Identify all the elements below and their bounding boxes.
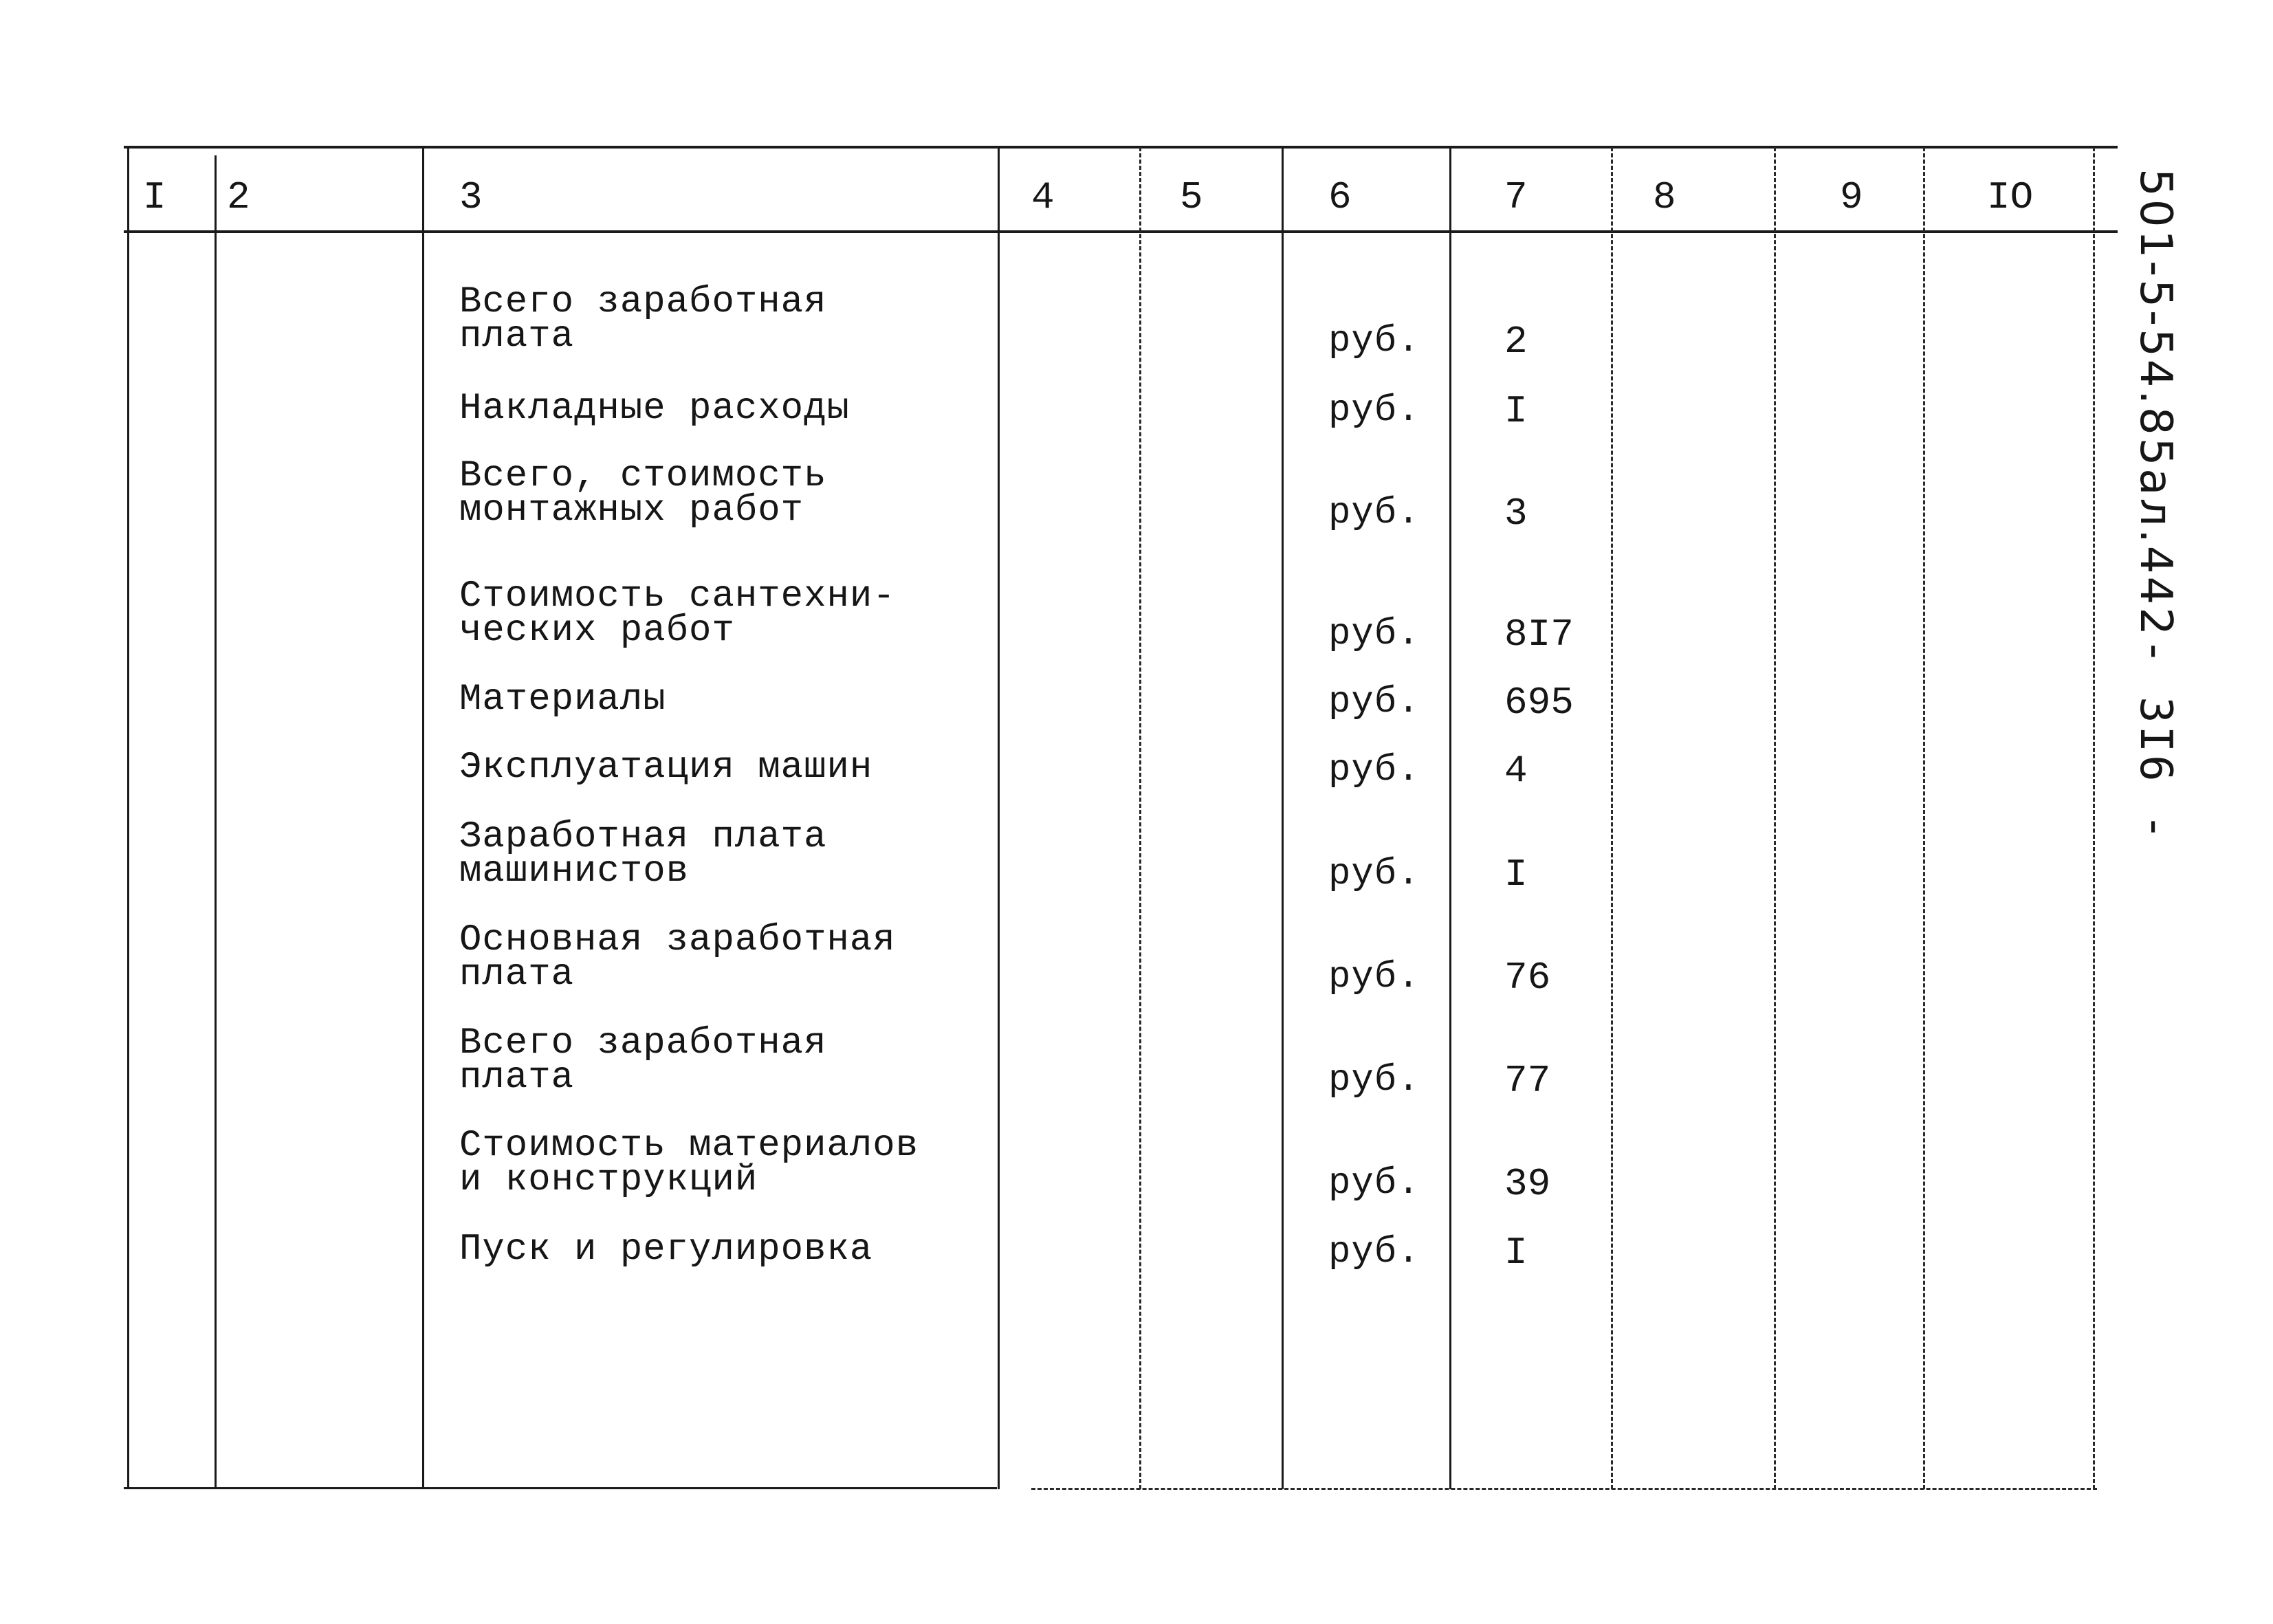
- row-description-line: Основная заработная: [459, 919, 896, 961]
- column-divider-5-6: [1282, 147, 1284, 1489]
- row-value: 76: [1504, 956, 1551, 1000]
- row-description-line: плата: [459, 1057, 575, 1099]
- row-description-line: машинистов: [459, 851, 690, 892]
- row-value: 4: [1504, 749, 1528, 793]
- row-description-line: ческих работ: [459, 610, 735, 652]
- row-value: 8I7: [1504, 613, 1574, 657]
- row-unit: руб.: [1328, 613, 1420, 655]
- row-unit: руб.: [1328, 749, 1420, 791]
- column-divider-2-3: [422, 149, 424, 1489]
- column-header-7: 7: [1504, 175, 1528, 219]
- row-description-line: и конструкций: [459, 1159, 758, 1201]
- row-description-line: Материалы: [459, 679, 666, 721]
- row-unit: руб.: [1328, 1060, 1420, 1101]
- table-bottom-border-right: [1031, 1488, 2097, 1491]
- document-code-side-label: [2126, 168, 2185, 856]
- column-header-6: 6: [1328, 175, 1352, 219]
- row-value: 3: [1504, 492, 1528, 536]
- column-header-3: 3: [459, 175, 483, 219]
- column-divider-3-4: [998, 147, 1000, 1489]
- row-description-line: плата: [459, 316, 575, 358]
- row-unit: руб.: [1328, 492, 1420, 534]
- row-unit: руб.: [1328, 1231, 1420, 1273]
- column-divider-7-8: [1611, 147, 1613, 1489]
- row-description-line: Накладные расходы: [459, 388, 850, 430]
- document-code: 501-5-54.85ал.442: [2130, 168, 2181, 638]
- column-header-2: 2: [227, 175, 250, 219]
- row-value: I: [1504, 1231, 1528, 1275]
- table-bottom-border: [124, 1487, 997, 1489]
- row-unit: руб.: [1328, 390, 1420, 432]
- row-unit: руб.: [1328, 320, 1420, 362]
- page-number: - 3I6 -: [2130, 637, 2181, 843]
- row-unit: руб.: [1328, 681, 1420, 723]
- row-unit: руб.: [1328, 853, 1420, 895]
- column-divider-8-9: [1774, 147, 1776, 1489]
- row-description-line: Стоимость материалов: [459, 1125, 919, 1167]
- row-description-line: плата: [459, 954, 575, 996]
- row-value: I: [1504, 853, 1528, 897]
- row-description-line: Стоимость сантехни-: [459, 575, 896, 617]
- column-header-5: 5: [1180, 175, 1203, 219]
- column-header-10: IO: [1987, 175, 2034, 219]
- column-header-4: 4: [1031, 175, 1055, 219]
- row-description-line: Всего, стоимость: [459, 455, 827, 497]
- row-value: I: [1504, 389, 1528, 433]
- row-value: 2: [1504, 320, 1528, 364]
- row-unit: руб.: [1328, 1163, 1420, 1205]
- column-divider-1-2: [215, 155, 217, 1488]
- row-description-line: Всего заработная: [459, 281, 827, 323]
- column-divider-left: [127, 147, 129, 1488]
- column-header-8: 8: [1653, 175, 1676, 219]
- column-header-1: I: [143, 175, 166, 219]
- row-value: 77: [1504, 1059, 1551, 1103]
- row-value: 695: [1504, 681, 1574, 725]
- row-description-line: Эксплуатация машин: [459, 747, 873, 789]
- row-description-line: монтажных работ: [459, 490, 804, 531]
- column-divider-9-10: [1923, 147, 1925, 1489]
- column-header-9: 9: [1840, 175, 1863, 219]
- row-description-line: Заработная плата: [459, 816, 827, 858]
- column-divider-4-5: [1139, 147, 1141, 1489]
- column-divider-right: [2093, 147, 2095, 1489]
- row-description-line: Всего заработная: [459, 1022, 827, 1064]
- row-unit: руб.: [1328, 956, 1420, 998]
- row-value: 39: [1504, 1162, 1551, 1206]
- column-divider-6-7: [1449, 147, 1451, 1489]
- row-description-line: Пуск и регулировка: [459, 1229, 873, 1271]
